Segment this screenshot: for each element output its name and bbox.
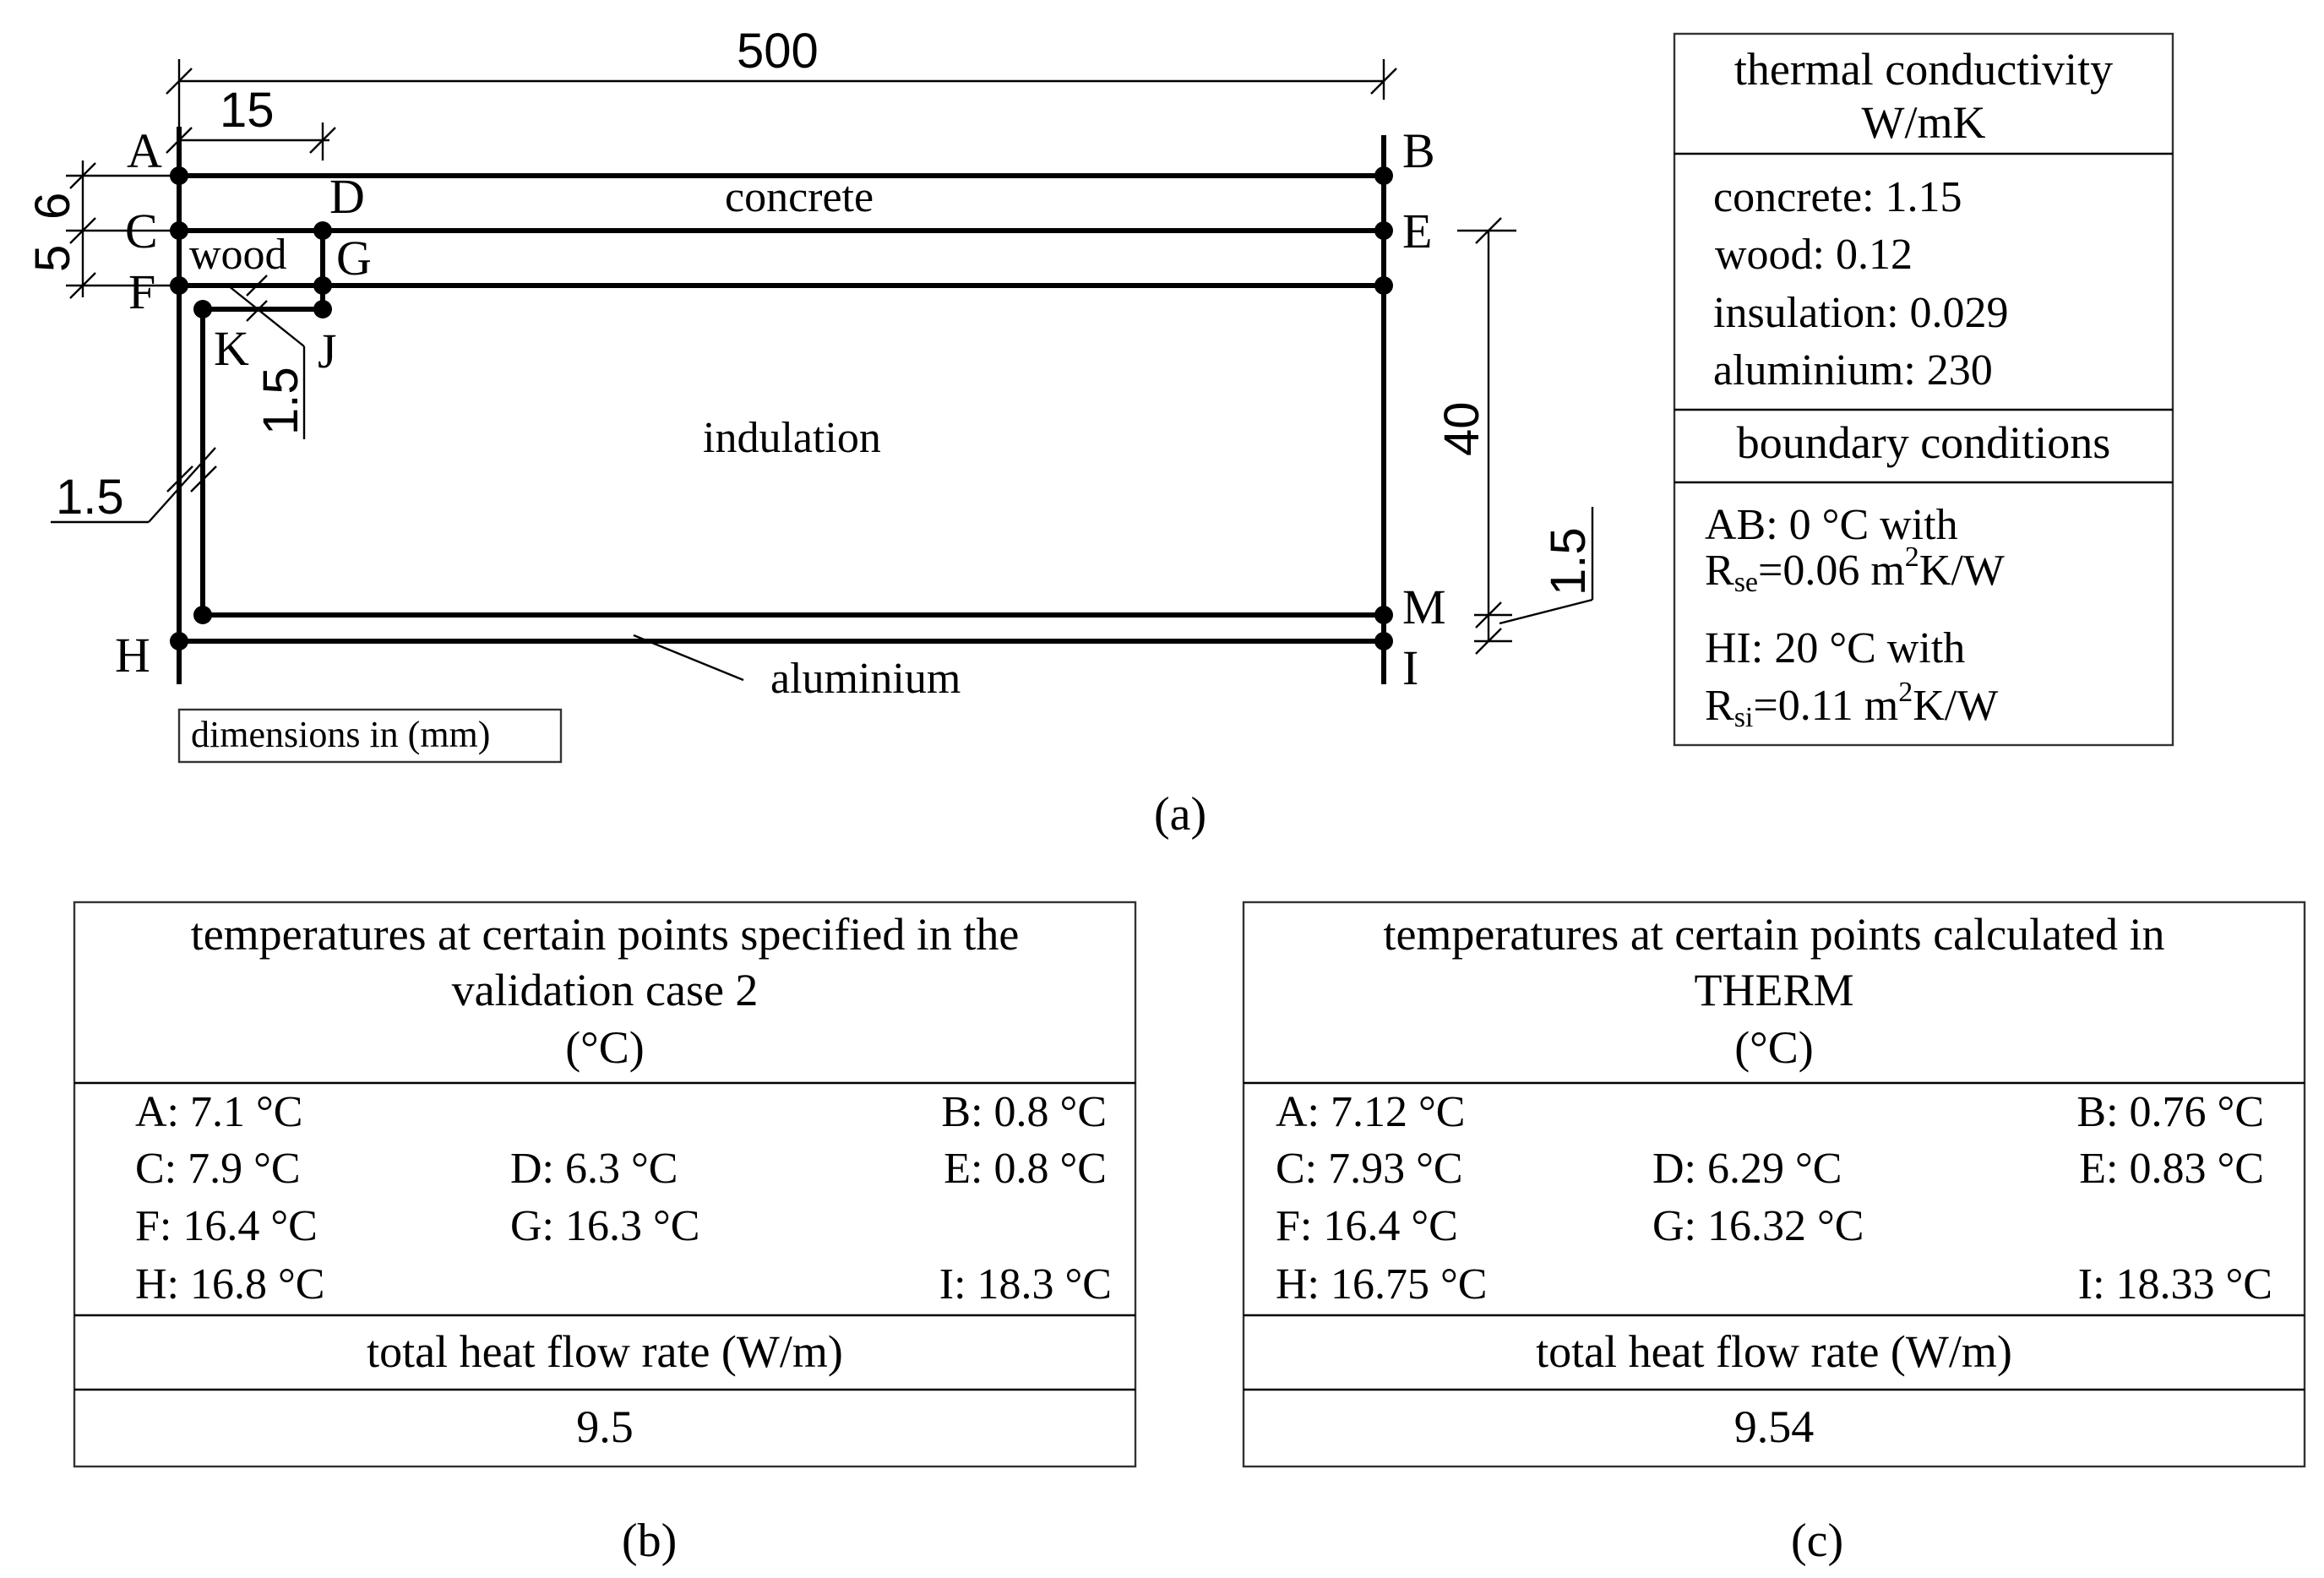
table-b-flow-label: total heat flow rate (W/m) [367, 1326, 843, 1377]
table-c-B: B: 0.76 °C [2076, 1088, 2264, 1136]
node-M-left [193, 606, 212, 624]
label-D: D [329, 169, 365, 224]
table-b-H: H: 16.8 °C [135, 1260, 325, 1309]
material-wood: wood [189, 231, 287, 279]
table-b-D: D: 6.3 °C [510, 1145, 678, 1193]
label-M: M [1402, 580, 1446, 634]
table-b-I: I: 18.3 °C [939, 1260, 1112, 1309]
dim-1-5-bottom: 1.5 [1541, 527, 1596, 596]
table-b-title-2: validation case 2 [451, 965, 759, 1015]
dim-1-5-wall: 1.5 [56, 470, 124, 525]
cross-section-diagram [25, 24, 1596, 841]
boundary-hi-resistance: Rsi=0.11 $m^2K/W$ [1705, 677, 1999, 733]
table-c-H: H: 16.75 °C [1276, 1260, 1488, 1309]
node-M [1374, 606, 1393, 624]
dim-500: 500 [737, 24, 819, 79]
table-b-title-1: temperatures at certain points specified in the [190, 909, 1020, 960]
table-c-G: G: 16.32 °C [1652, 1202, 1864, 1250]
table-b [74, 902, 1135, 1567]
conductivity-concrete: concrete: 1.15 [1713, 173, 1962, 221]
dim-5: 5 [25, 244, 80, 272]
table-c-title-2: THERM [1694, 965, 1854, 1015]
conductivity-wood: wood: 0.12 [1715, 231, 1913, 279]
label-I: I [1402, 640, 1419, 695]
label-B: B [1402, 123, 1435, 178]
node-D [313, 221, 332, 240]
boundary-ab-line: AB: 0 °C with [1705, 501, 1958, 549]
table-b-title-3: (°C) [565, 1022, 645, 1073]
node-FG-right [1374, 276, 1393, 295]
conductivity-insulation: insulation: 0.029 [1713, 289, 2009, 337]
units-note: dimensions in (mm) [191, 714, 491, 755]
table-b-F: F: 16.4 °C [135, 1202, 318, 1250]
node-I [1374, 632, 1393, 650]
table-c-flow-label: total heat flow rate (W/m) [1536, 1326, 2012, 1377]
conductivity-unit: W/mK [1861, 97, 1986, 148]
conductivity-aluminium: aluminium: 230 [1713, 346, 1993, 394]
dim-6: 6 [25, 192, 80, 220]
boundary-hi-line: HI: 20 °C with [1705, 624, 1966, 672]
conductivity-title: thermal conductivity [1733, 44, 2114, 95]
table-b-G: G: 16.3 °C [510, 1202, 700, 1250]
table-c-A: A: 7.12 °C [1276, 1088, 1466, 1136]
table-c-C: C: 7.93 °C [1276, 1145, 1463, 1193]
table-b-B: B: 0.8 °C [941, 1088, 1107, 1136]
node-E [1374, 221, 1393, 240]
label-A: A [127, 123, 162, 178]
label-G: G [336, 231, 372, 286]
dim-1-5-k: 1.5 [253, 367, 308, 435]
table-c-title-1: temperatures at certain points calculated in [1383, 909, 2165, 960]
table-c-title-3: (°C) [1734, 1022, 1814, 1073]
material-aluminium: aluminium [770, 655, 961, 703]
material-insulation: indulation [703, 414, 881, 462]
label-F: F [128, 264, 156, 319]
table-c-E: E: 0.83 °C [2079, 1145, 2264, 1193]
material-concrete: concrete [725, 173, 874, 221]
table-c-I: I: 18.33 °C [2077, 1260, 2272, 1309]
table-b-E: E: 0.8 °C [944, 1145, 1107, 1193]
node-G [313, 276, 332, 295]
table-b-C: C: 7.9 °C [135, 1145, 301, 1193]
node-K [193, 300, 212, 318]
table-c-F: F: 16.4 °C [1276, 1202, 1458, 1250]
node-H [170, 632, 188, 650]
dim-40: 40 [1434, 401, 1489, 456]
dim-15: 15 [220, 83, 275, 138]
properties-panel [1674, 34, 2173, 745]
node-J [313, 300, 332, 318]
label-E: E [1402, 204, 1433, 258]
label-H: H [115, 628, 150, 683]
table-b-flow-value: 9.5 [576, 1401, 634, 1452]
node-B [1374, 166, 1393, 185]
table-c-D: D: 6.29 °C [1652, 1145, 1842, 1193]
table-c-flow-value: 9.54 [1733, 1401, 1815, 1452]
caption-b: (b) [622, 1515, 678, 1567]
boundary-title: boundary conditions [1736, 417, 2111, 468]
table-b-A: A: 7.1 °C [135, 1088, 303, 1136]
caption-a: (a) [1154, 788, 1207, 841]
caption-c: (c) [1791, 1515, 1844, 1567]
label-C: C [125, 204, 158, 258]
label-K: K [214, 321, 249, 376]
table-c [1244, 902, 2305, 1567]
label-J: J [318, 324, 337, 378]
boundary-ab-resistance: Rse=0.06 $m^2K/W$ [1705, 541, 2005, 598]
